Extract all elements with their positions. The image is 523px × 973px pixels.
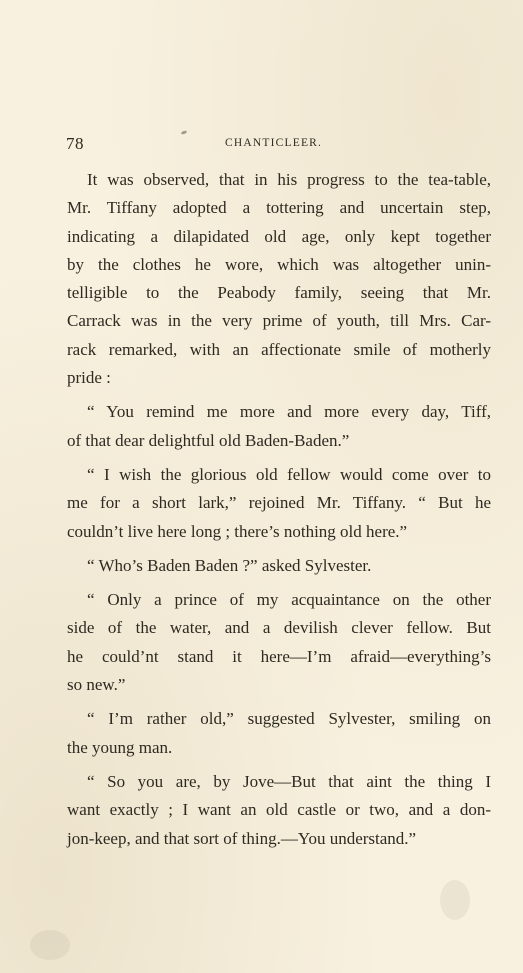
text-line: side of the water, and a devilish clever fellow. But xyxy=(67,618,491,638)
text-line: “ Who’s Baden Baden ?” asked Sylvester. xyxy=(87,555,372,575)
text-line: me for a short lark,” rejoined Mr. Tiffany. “ But he xyxy=(67,493,491,513)
text-line: “ So you are, by Jove—But that aint the thing I xyxy=(87,771,491,791)
text-line: “ You remind me more and more every day, Tiff, xyxy=(87,402,491,422)
text-line: the young man. xyxy=(67,737,173,757)
text-line: so new.” xyxy=(67,675,126,695)
page-number: 78 xyxy=(66,134,84,153)
text-line: telligible to the Peabody family, seeing that Mr. xyxy=(67,283,491,303)
text-line: rack remarked, with an affectionate smile of motherly xyxy=(67,339,491,359)
paper-speck xyxy=(440,880,470,920)
text-line: couldn’t live here long ; there’s nothing old here.” xyxy=(67,521,408,541)
text-line: indicating a dilapidated old age, only kept together xyxy=(67,226,491,246)
text-line: pride : xyxy=(67,368,111,388)
text-line: “ I’m rather old,” suggested Sylvester, smiling on xyxy=(87,709,491,729)
text-line: jon-keep, and that sort of thing.—You understand.” xyxy=(67,828,417,848)
paper-speck xyxy=(30,930,70,960)
body-text xyxy=(67,166,491,853)
text-line: Carrack was in the very prime of youth, till Mrs. Car- xyxy=(67,311,491,331)
text-line: “ Only a prince of my acquaintance on the other xyxy=(87,590,491,610)
text-line: It was observed, that in his progress to the tea-table, xyxy=(87,170,491,189)
text-line: he could’nt stand it here—I’m afraid—everything’s xyxy=(67,646,491,666)
text-line: want exactly ; I want an old castle or two, and a don- xyxy=(67,800,491,820)
text-line: by the clothes he wore, which was altogether unin- xyxy=(67,254,491,274)
text-line: “ I wish the glorious old fellow would come over to xyxy=(87,464,491,484)
running-head: CHANTICLEER. xyxy=(225,137,323,149)
page-header xyxy=(66,132,466,156)
text-line: Mr. Tiffany adopted a tottering and uncertain step, xyxy=(67,198,491,218)
text-line: of that dear delightful old Baden-Baden.” xyxy=(67,430,350,450)
